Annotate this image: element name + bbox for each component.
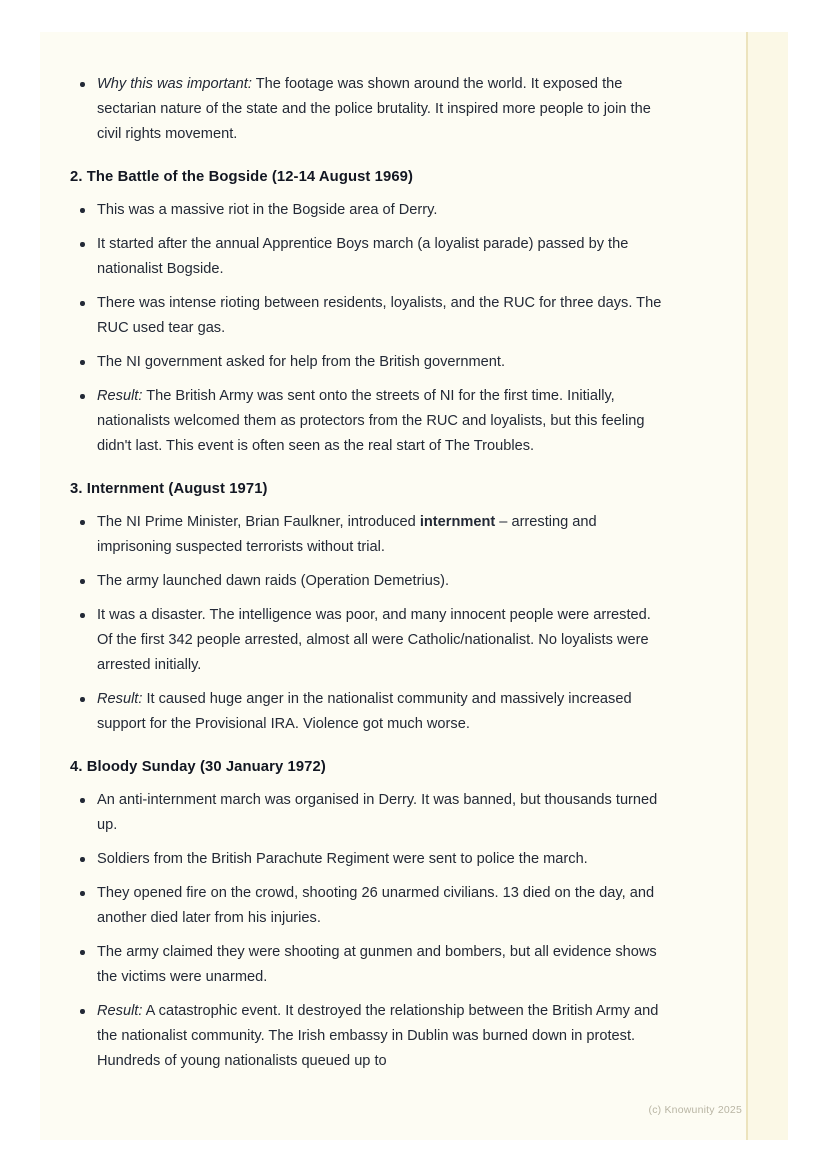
list-item-text: The army claimed they were shooting at gunmen and bombers, but all evidence shows the victims were unarmed. [97,944,657,985]
list-item-text: It caused huge anger in the nationalist community and massively increased support for the Provisional IRA. Violence got much worse. [97,691,632,732]
paper-sheet [40,32,788,1140]
list-item [70,569,670,594]
list-item [70,940,670,990]
list-item [70,847,670,872]
top-spacer [70,32,670,62]
list-item-text: It started after the annual Apprentice Boys march (a loyalist parade) passed by the nationalist Bogside. [97,236,629,277]
bullet-list [70,788,670,1074]
list-item-text: An anti-internment march was organised in Derry. It was banned, but thousands turned up. [97,792,658,833]
list-item-text: The British Army was sent onto the streets of NI for the first time. Initially, nationalists welcomed them as protectors from the RUC and loyalists, but this feeling didn't last. This event is often seen as the real start of The Troubles. [97,388,645,454]
list-item-lead: Result: [97,691,143,707]
list-item-text: Soldiers from the British Parachute Regiment were sent to police the march. [97,851,588,867]
section-heading: 4. Bloody Sunday (30 January 1972) [70,759,326,775]
list-item-lead: Result: [97,388,143,404]
list-item [70,999,670,1074]
list-item-tail: – arresting and imprisoning suspected terrorists without trial. [97,514,597,555]
list-item [70,232,670,282]
list-item [70,603,670,678]
list-item-text: This was a massive riot in the Bogside area of Derry. [97,202,438,218]
list-item [70,881,670,931]
list-item [70,510,670,560]
section-heading: 2. The Battle of the Bogside (12-14 August 1969) [70,169,414,185]
list-item-text: There was intense rioting between residents, loyalists, and the RUC for three days. The RUC used tear gas. [97,295,662,336]
list-item-text: The footage was shown around the world. It exposed the sectarian nature of the state and the police brutality. It inspired more people to join the civil rights movement. [97,76,651,142]
bullet-list [70,510,670,737]
list-item [70,788,670,838]
list-item-text: The NI government asked for help from the British government. [97,354,506,370]
list-item [70,687,670,737]
section-heading: 3. Internment (August 1971) [70,481,268,497]
list-item [70,72,670,147]
list-item-lead: Why this was important: [97,76,252,92]
watermark: (c) Knowunity 2025 [648,1104,742,1116]
list-item-lead: Result: [97,1003,143,1019]
bullet-list [70,198,670,459]
list-item-text: A catastrophic event. It destroyed the relationship between the British Army and the nationalist community. The Irish embassy in Dublin was burned down in protest. Hundreds of young nationalists queued up to [97,1003,659,1069]
list-item [70,198,670,223]
list-item-text: They opened fire on the crowd, shooting 26 unarmed civilians. 13 died on the day, and another died later from his injuries. [97,885,655,926]
list-item-text: The NI Prime Minister, Brian Faulkner, introduced [97,514,420,530]
page-edge-strip [746,32,788,1140]
list-item-text: The army launched dawn raids (Operation Demetrius). [97,573,450,589]
list-item-emphasis: internment [419,514,496,530]
list-item [70,291,670,341]
bullet-list [70,72,670,147]
list-item [70,384,670,459]
list-item-text: It was a disaster. The intelligence was poor, and many innocent people were arrested. Of the first 342 people arrested, almost all were Catholic/nationalist. No loyalists were arrested initially. [97,607,651,673]
list-item [70,350,670,375]
document-content [70,32,670,1083]
